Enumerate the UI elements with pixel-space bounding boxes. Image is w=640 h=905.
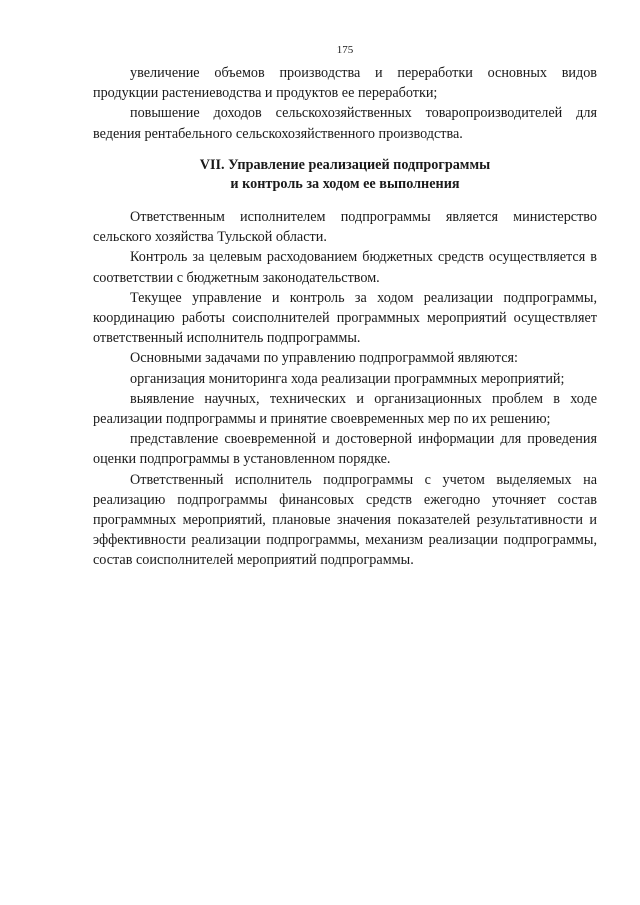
page-number: 175 <box>336 44 354 56</box>
paragraph: организация мониторинга хода реализации программных мероприятий; <box>130 370 565 387</box>
section-title-line-1: VII. Управление реализацией подпрограммы <box>199 157 491 173</box>
paragraph: увеличение объемов производства и переработки основных видов продукции растениеводства и продуктов ее переработки; <box>93 65 597 102</box>
section-body <box>93 207 597 571</box>
paragraph: Ответственным исполнителем подпрограммы является министерство сельского хозяйства Тульской области. <box>93 209 597 246</box>
section-heading <box>93 156 597 194</box>
section-title-line-2: и контроль за ходом ее выполнения <box>230 176 460 192</box>
paragraph: повышение доходов сельскохозяйственных товаропроизводителей для ведения рентабельного сельскохозяйственного производства. <box>93 105 597 142</box>
paragraph: Текущее управление и контроль за ходом реализации подпрограммы, координацию работы соисполнителей программных мероприятий осуществляет ответственный исполнитель подпрограммы. <box>93 289 597 347</box>
paragraph: представление своевременной и достоверной информации для проведения оценки подпрограммы в установленном порядке. <box>93 431 597 468</box>
intro-text-block <box>93 63 597 144</box>
paragraph: выявление научных, технических и организационных проблем в ходе реализации подпрограммы и принятие своевременных мер по их решению; <box>93 390 597 428</box>
paragraph: Основными задачами по управлению подпрограммой являются: <box>130 350 518 367</box>
paragraph: Контроль за целевым расходованием бюджетных средств осуществляется в соответствии с бюджетным законодательством. <box>93 249 597 286</box>
paragraph: Ответственный исполнитель подпрограммы с учетом выделяемых на реализацию подпрограммы финансовых средств ежегодно уточняет состав программных мероприятий, плановые значения показателей результативности и эффективности реализации подпрограммы, механизм реализации подпрограммы, состав соисполнителей мероприятий подпрограммы. <box>93 471 597 569</box>
